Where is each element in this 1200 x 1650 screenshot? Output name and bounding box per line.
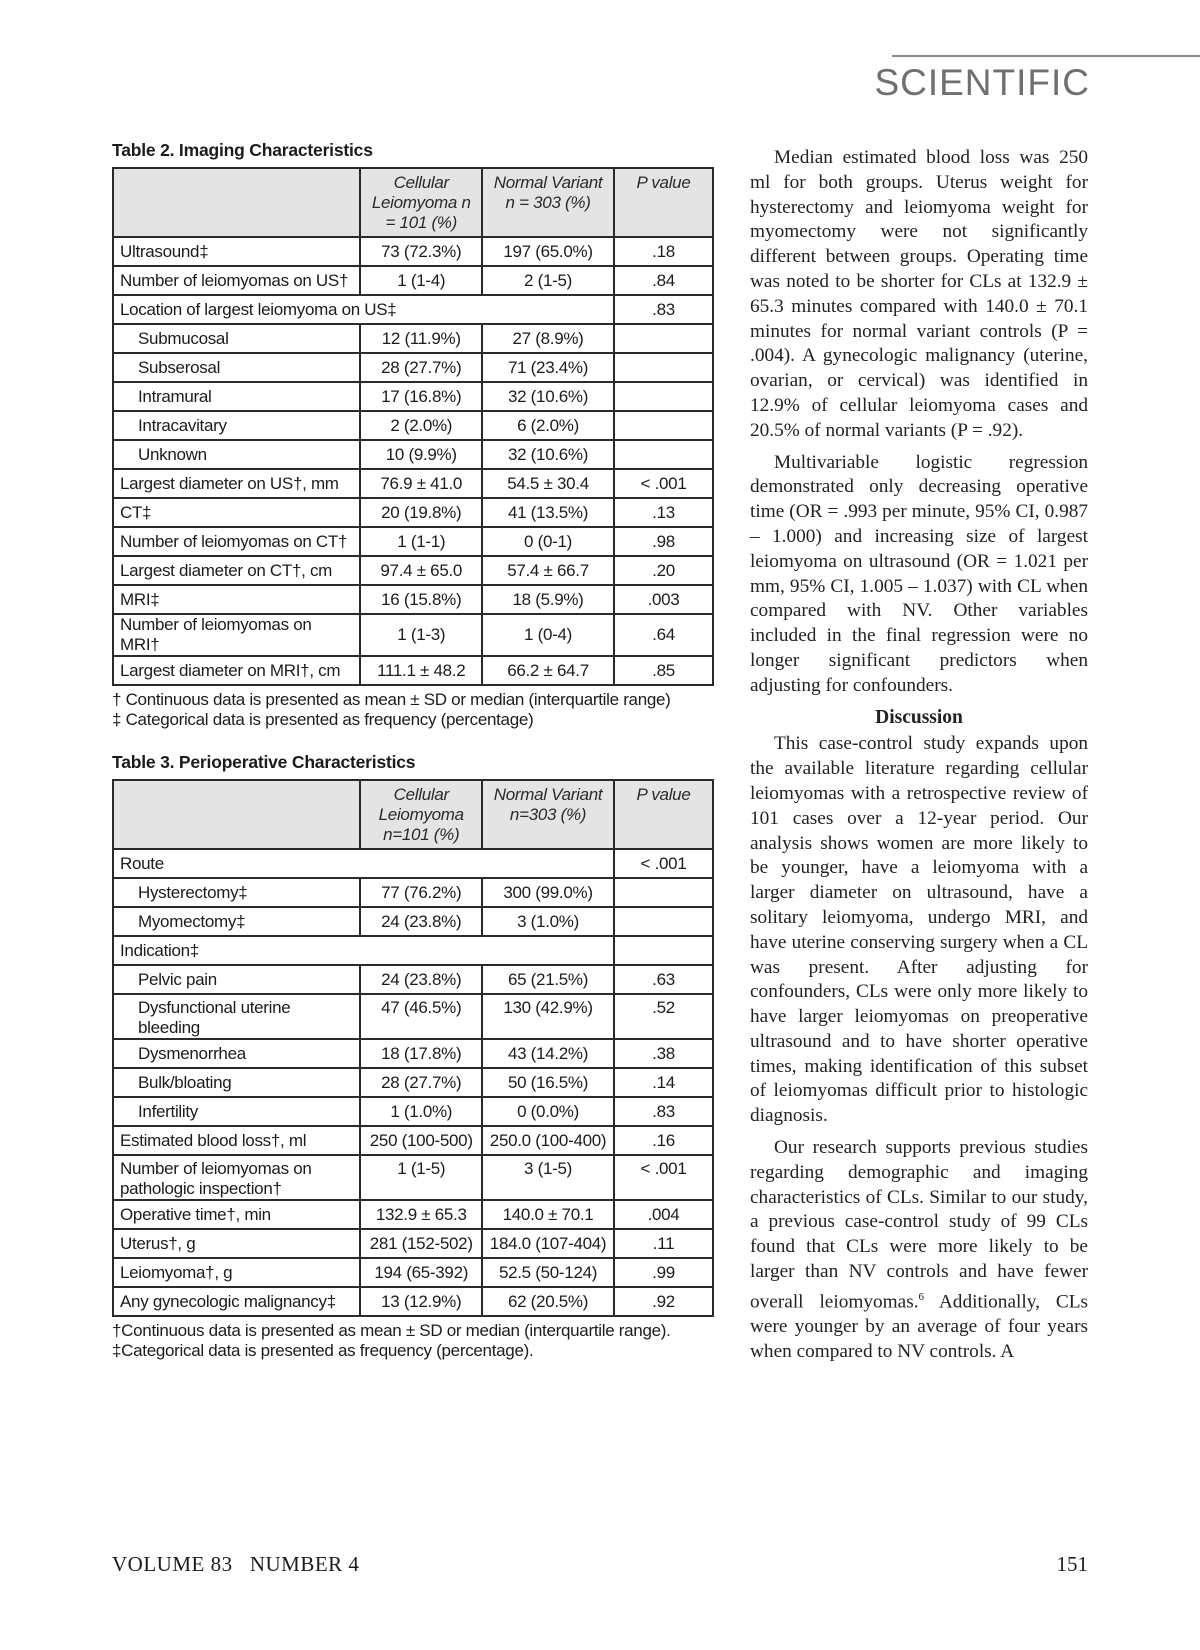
- table-2-row-label: Subserosal: [113, 353, 360, 382]
- table-3-header-cl: Cellular Leiomyoma n=101 (%): [360, 780, 482, 849]
- table-3-cell-p-value: < .001: [614, 1155, 713, 1200]
- table-2-cell-normal-variant: 197 (65.0%): [482, 237, 614, 266]
- table-3-row-label: Hysterectomy‡: [113, 878, 360, 907]
- table-2-cell-p-value: .003: [614, 585, 713, 614]
- body-paragraph-4-part-2: Additionally, CLs were younger by an average of four years when compared to NV controls. A: [750, 1291, 1088, 1362]
- table-2-cell-cellular-leiomyoma: 10 (9.9%): [360, 440, 482, 469]
- table-2-row-label: Ultrasound‡: [113, 237, 360, 266]
- table-3-cell-cellular-leiomyoma: 1 (1-5): [360, 1155, 482, 1200]
- table-2-footnote-2: ‡ Categorical data is presented as frequency (percentage): [112, 710, 534, 729]
- table-3-cell-normal-variant: 130 (42.9%): [482, 994, 614, 1039]
- table-3-row: [113, 907, 713, 936]
- table-2-row-label: MRI‡: [113, 585, 360, 614]
- table-3-cell-p-value: .16: [614, 1126, 713, 1155]
- table-3-row: [113, 849, 713, 878]
- table-3-cell-p-value: .99: [614, 1258, 713, 1287]
- table-3-cell-cellular-leiomyoma: 13 (12.9%): [360, 1287, 482, 1316]
- table-3-cell-normal-variant: 300 (99.0%): [482, 878, 614, 907]
- table-2-body: [113, 237, 713, 685]
- table-2-row: [113, 556, 713, 585]
- table-2-footnote-1: † Continuous data is presented as mean ± SD or median (interquartile range): [112, 690, 671, 709]
- table-2-row-label: Intramural: [113, 382, 360, 411]
- table-2-cell-p-value: .20: [614, 556, 713, 585]
- table-2-cell-cellular-leiomyoma: 2 (2.0%): [360, 411, 482, 440]
- table-3-row: [113, 1126, 713, 1155]
- table-3-cell-cellular-leiomyoma: 1 (1.0%): [360, 1097, 482, 1126]
- table-2-cell-p-value: < .001: [614, 469, 713, 498]
- table-2: [112, 140, 714, 730]
- table-2-row: [113, 295, 713, 324]
- table-3-title: Table 3. Perioperative Characteristics: [112, 752, 416, 772]
- body-text-column: [750, 146, 1088, 1372]
- table-3-row: [113, 1258, 713, 1287]
- table-2-cell-p-value: [614, 440, 713, 469]
- table-3-cell-normal-variant: 3 (1-5): [482, 1155, 614, 1200]
- table-2-row-label: Unknown: [113, 440, 360, 469]
- table-2-cell-p-value: .83: [614, 295, 713, 324]
- table-3-row: [113, 1039, 713, 1068]
- body-paragraph-1: Median estimated blood loss was 250 ml for both groups. Uterus weight for hysterectomy and leiomyoma weight for myomectomy were not significantly different between groups. Operating time was noted to be shorter for CLs at 132.9 ± 65.3 minutes compared with 140.0 ± 70.1 minutes for normal variant controls (P = .004). A gynecologic malignancy (uterine, ovarian, or cervical) was identified in 12.9% of cellular leiomyoma cases and 20.5% of normal variants (P = .92).: [750, 147, 1088, 441]
- table-2-row-label: Largest diameter on CT†, cm: [113, 556, 360, 585]
- table-2-cell-cellular-leiomyoma: 111.1 ± 48.2: [360, 656, 482, 685]
- table-2-cell-p-value: [614, 353, 713, 382]
- table-2-row: [113, 614, 713, 656]
- table-3-row: [113, 1155, 713, 1200]
- table-3-cell-normal-variant: 0 (0.0%): [482, 1097, 614, 1126]
- table-2-header-p: P value: [614, 168, 713, 237]
- table-2-row: [113, 382, 713, 411]
- table-2-cell-p-value: [614, 382, 713, 411]
- table-2-cell-cellular-leiomyoma: 73 (72.3%): [360, 237, 482, 266]
- table-3-cell-p-value: .11: [614, 1229, 713, 1258]
- table-2-cell-cellular-leiomyoma: 1 (1-3): [360, 614, 482, 656]
- body-paragraph-4-part-1: Our research supports previous studies regarding demographic and imaging characteristics of CLs. Similar to our study, a previous case-control study of 99 CLs found that CLs were more likely to be larger than NV controls and have fewer overall leiomyomas.: [750, 1137, 1088, 1313]
- table-3-cell-normal-variant: 3 (1.0%): [482, 907, 614, 936]
- table-3-row: [113, 1068, 713, 1097]
- table-2-row-label: Location of largest leiomyoma on US‡: [113, 295, 614, 324]
- table-3-row: [113, 1200, 713, 1229]
- body-paragraph-4: [750, 1136, 1088, 1365]
- table-3-cell-cellular-leiomyoma: 24 (23.8%): [360, 965, 482, 994]
- table-2-cell-cellular-leiomyoma: 20 (19.8%): [360, 498, 482, 527]
- table-2-cell-normal-variant: 32 (10.6%): [482, 440, 614, 469]
- body-paragraph-2: Multivariable logistic regression demonstrated only decreasing operative time (OR = .993 per minute, 95% CI, 0.987 – 1.000) and increasing size of largest leiomyoma on ultrasound (OR = 1.021 per mm, 95% CI, 1.005 – 1.037) with CL when compared with NV. Other variables included in the final regression were no longer significant predictors when adjusting for confounders.: [750, 451, 1088, 696]
- table-3-row: [113, 936, 713, 965]
- table-2-row-label: Largest diameter on MRI†, cm: [113, 656, 360, 685]
- table-3-cell-normal-variant: 140.0 ± 70.1: [482, 1200, 614, 1229]
- table-3-body: [113, 849, 713, 1316]
- table-3-footnote-1: †Continuous data is presented as mean ± SD or median (interquartile range).: [112, 1321, 671, 1340]
- table-3-grid: [112, 779, 714, 1317]
- table-2-header-blank: [113, 168, 360, 237]
- table-2-row: [113, 585, 713, 614]
- table-3-cell-normal-variant: 250.0 (100-400): [482, 1126, 614, 1155]
- table-3-row: [113, 1287, 713, 1316]
- table-2-row: [113, 498, 713, 527]
- table-2-row: [113, 353, 713, 382]
- table-2-cell-normal-variant: 27 (8.9%): [482, 324, 614, 353]
- table-2-cell-p-value: .13: [614, 498, 713, 527]
- table-2-cell-normal-variant: 1 (0-4): [482, 614, 614, 656]
- table-3-cell-normal-variant: 62 (20.5%): [482, 1287, 614, 1316]
- table-2-cell-normal-variant: 41 (13.5%): [482, 498, 614, 527]
- table-3-cell-cellular-leiomyoma: 250 (100-500): [360, 1126, 482, 1155]
- table-2-header-nv: Normal Variant n = 303 (%): [482, 168, 614, 237]
- table-2-cell-p-value: .64: [614, 614, 713, 656]
- table-3-cell-cellular-leiomyoma: 28 (27.7%): [360, 1068, 482, 1097]
- table-2-row: [113, 324, 713, 353]
- table-2-row: [113, 527, 713, 556]
- table-2-grid: [112, 167, 714, 686]
- table-2-cell-normal-variant: 6 (2.0%): [482, 411, 614, 440]
- table-3-row-label: Indication‡: [113, 936, 614, 965]
- table-3-row-label: Route: [113, 849, 614, 878]
- table-3-cell-cellular-leiomyoma: 18 (17.8%): [360, 1039, 482, 1068]
- table-3-row-label: Infertility: [113, 1097, 360, 1126]
- table-2-cell-p-value: [614, 411, 713, 440]
- table-3-row-label: Dysfunctional uterine bleeding: [113, 994, 360, 1039]
- table-3-cell-p-value: [614, 878, 713, 907]
- table-3-footnote-2: ‡Categorical data is presented as frequency (percentage).: [112, 1341, 534, 1360]
- table-2-cell-normal-variant: 66.2 ± 64.7: [482, 656, 614, 685]
- body-paragraph-3: This case-control study expands upon the available literature regarding cellular leiomyomas with a retrospective review of 101 cases over a 12-year period. Our analysis shows women are more likely to be younger, have a leiomyoma with a larger diameter on ultrasound, have a solitary leiomyoma, undergo MRI, and have uterine conserving surgery when a CL was present. After adjusting for confounders, CLs were only more likely to have larger leiomyomas on preoperative ultrasound and to have shorter operative times, making identification of this subset of leiomyomas difficult prior to histologic diagnosis.: [750, 733, 1088, 1127]
- table-3-cell-p-value: .92: [614, 1287, 713, 1316]
- table-2-cell-normal-variant: 32 (10.6%): [482, 382, 614, 411]
- table-2-cell-p-value: .84: [614, 266, 713, 295]
- table-3-cell-normal-variant: 184.0 (107-404): [482, 1229, 614, 1258]
- citation-superscript: 6: [918, 1290, 925, 1303]
- table-3-header-p: P value: [614, 780, 713, 849]
- table-2-cell-normal-variant: 54.5 ± 30.4: [482, 469, 614, 498]
- table-3-row-label: Myomectomy‡: [113, 907, 360, 936]
- table-3-cell-cellular-leiomyoma: 281 (152-502): [360, 1229, 482, 1258]
- table-3-cell-normal-variant: 65 (21.5%): [482, 965, 614, 994]
- table-3-row: [113, 1097, 713, 1126]
- table-2-cell-normal-variant: 0 (0-1): [482, 527, 614, 556]
- table-3-cell-normal-variant: 43 (14.2%): [482, 1039, 614, 1068]
- table-3-cell-p-value: [614, 907, 713, 936]
- table-3-cell-p-value: .83: [614, 1097, 713, 1126]
- table-2-row-label: Submucosal: [113, 324, 360, 353]
- table-2-cell-cellular-leiomyoma: 12 (11.9%): [360, 324, 482, 353]
- table-2-cell-normal-variant: 57.4 ± 66.7: [482, 556, 614, 585]
- table-3-row-label: Bulk/bloating: [113, 1068, 360, 1097]
- table-2-cell-normal-variant: 18 (5.9%): [482, 585, 614, 614]
- table-2-cell-p-value: .98: [614, 527, 713, 556]
- table-2-row: [113, 656, 713, 685]
- table-3-cell-p-value: .14: [614, 1068, 713, 1097]
- table-2-cell-cellular-leiomyoma: 16 (15.8%): [360, 585, 482, 614]
- table-3-cell-cellular-leiomyoma: 132.9 ± 65.3: [360, 1200, 482, 1229]
- table-2-cell-normal-variant: 2 (1-5): [482, 266, 614, 295]
- table-3-row-label: Uterus†, g: [113, 1229, 360, 1258]
- table-2-cell-cellular-leiomyoma: 28 (27.7%): [360, 353, 482, 382]
- table-3-cell-cellular-leiomyoma: 77 (76.2%): [360, 878, 482, 907]
- table-3-row-label: Operative time†, min: [113, 1200, 360, 1229]
- table-2-cell-p-value: .18: [614, 237, 713, 266]
- table-3-cell-p-value: .63: [614, 965, 713, 994]
- table-2-cell-cellular-leiomyoma: 17 (16.8%): [360, 382, 482, 411]
- table-2-cell-p-value: .85: [614, 656, 713, 685]
- table-3-cell-p-value: [614, 936, 713, 965]
- table-2-cell-cellular-leiomyoma: 1 (1-1): [360, 527, 482, 556]
- table-3-row-label: Any gynecologic malignancy‡: [113, 1287, 360, 1316]
- header-rule: [892, 55, 1200, 57]
- table-3-row: [113, 994, 713, 1039]
- table-2-header-cl: Cellular Leiomyoma n = 101 (%): [360, 168, 482, 237]
- table-3-cell-p-value: .38: [614, 1039, 713, 1068]
- table-2-title: Table 2. Imaging Characteristics: [112, 140, 373, 160]
- discussion-heading: Discussion: [875, 706, 963, 728]
- table-3-row-label: Leiomyoma†, g: [113, 1258, 360, 1287]
- table-3-cell-normal-variant: 52.5 (50-124): [482, 1258, 614, 1287]
- table-2-row-label: Number of leiomyomas on CT†: [113, 527, 360, 556]
- table-3-cell-p-value: .004: [614, 1200, 713, 1229]
- table-2-row-label: CT‡: [113, 498, 360, 527]
- table-3-row-label: Number of leiomyomas on pathologic inspection†: [113, 1155, 360, 1200]
- table-2-row: [113, 469, 713, 498]
- table-3-row-label: Estimated blood loss†, ml: [113, 1126, 360, 1155]
- table-3-cell-p-value: .52: [614, 994, 713, 1039]
- table-3: [112, 752, 714, 1361]
- table-3-cell-normal-variant: 50 (16.5%): [482, 1068, 614, 1097]
- section-label: SCIENTIFIC: [874, 62, 1090, 103]
- table-3-cell-p-value: < .001: [614, 849, 713, 878]
- table-3-cell-cellular-leiomyoma: 24 (23.8%): [360, 907, 482, 936]
- table-2-row-label: Intracavitary: [113, 411, 360, 440]
- footer-volume: VOLUME 83 NUMBER 4: [112, 1552, 360, 1576]
- table-3-cell-cellular-leiomyoma: 194 (65-392): [360, 1258, 482, 1287]
- table-3-header-nv: Normal Variant n=303 (%): [482, 780, 614, 849]
- table-2-cell-normal-variant: 71 (23.4%): [482, 353, 614, 382]
- table-2-row: [113, 266, 713, 295]
- table-2-row: [113, 411, 713, 440]
- table-3-row: [113, 965, 713, 994]
- table-2-row-label: Number of leiomyomas on US†: [113, 266, 360, 295]
- table-2-cell-cellular-leiomyoma: 1 (1-4): [360, 266, 482, 295]
- table-3-cell-cellular-leiomyoma: 47 (46.5%): [360, 994, 482, 1039]
- table-3-row: [113, 878, 713, 907]
- table-2-row-label: Largest diameter on US†, mm: [113, 469, 360, 498]
- table-3-row-label: Pelvic pain: [113, 965, 360, 994]
- table-2-row: [113, 237, 713, 266]
- table-2-cell-p-value: [614, 324, 713, 353]
- footer-page-number: 151: [1056, 1552, 1088, 1576]
- table-2-cell-cellular-leiomyoma: 97.4 ± 65.0: [360, 556, 482, 585]
- table-3-row: [113, 1229, 713, 1258]
- table-2-row-label: Number of leiomyomas on MRI†: [113, 614, 360, 656]
- table-2-row: [113, 440, 713, 469]
- table-3-row-label: Dysmenorrhea: [113, 1039, 360, 1068]
- table-2-cell-cellular-leiomyoma: 76.9 ± 41.0: [360, 469, 482, 498]
- table-3-header-blank: [113, 780, 360, 849]
